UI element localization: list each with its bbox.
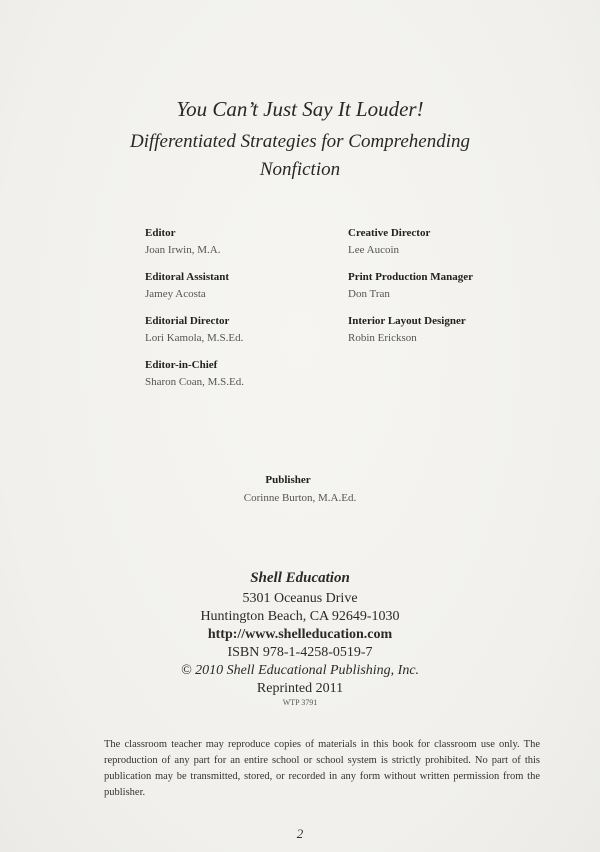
credit-role: Editor <box>145 227 176 239</box>
isbn: ISBN 978-1-4258-0519-7 <box>227 645 373 660</box>
title-subtitle-line1: Differentiated Strategies for Comprehending <box>129 131 471 152</box>
credit-interior-layout-designer <box>348 314 548 346</box>
credit-name: Robin Erickson <box>348 332 417 344</box>
credit-role: Interior Layout Designer <box>348 315 466 327</box>
credit-role: Editor-in-Chief <box>145 359 218 371</box>
publisher-name: Corinne Burton, M.A.Ed. <box>243 492 357 504</box>
title-main: You Can’t Just Say It Louder! <box>176 97 424 121</box>
reprint-line: Reprinted 2011 <box>256 681 344 696</box>
credit-print-production-manager <box>348 270 548 302</box>
credit-editor <box>145 226 335 258</box>
credit-role: Creative Director <box>348 227 431 239</box>
credit-role: Editoral Assistant <box>145 271 230 283</box>
credit-name: Lori Kamola, M.S.Ed. <box>145 332 244 344</box>
address-street: 5301 Oceanus Drive <box>242 591 358 606</box>
copyright-notice: The classroom teacher may reproduce copies of materials in this book for classroom use only. The reproduction of any part for an entire school or school system is strictly prohibited. No part of this publication may be transmitted, stored, or recorded in any form without written permission from the publisher. <box>104 739 540 798</box>
title-subtitle-line2: Nonfiction <box>259 159 341 180</box>
publisher-credit <box>0 474 600 504</box>
credit-editorial-assistant <box>145 270 335 302</box>
credit-role: Editorial Director <box>145 315 230 327</box>
book-title <box>0 96 600 184</box>
credit-role: Print Production Manager <box>348 271 474 283</box>
address-city: Huntington Beach, CA 92649-1030 <box>200 609 400 624</box>
page-number: 2 <box>296 826 304 841</box>
credits-left-column <box>145 226 335 402</box>
credit-name: Sharon Coan, M.S.Ed. <box>145 376 244 388</box>
credit-name: Jamey Acosta <box>145 288 206 300</box>
credits-right-column <box>348 226 548 358</box>
copyright-line: © 2010 Shell Educational Publishing, Inc. <box>180 663 420 678</box>
publisher-company: Shell Education <box>250 570 350 586</box>
imprint-block <box>0 568 600 708</box>
product-code: WTP 3791 <box>282 698 318 707</box>
credit-editorial-director <box>145 314 335 346</box>
credit-editor-in-chief <box>145 358 335 390</box>
credit-name: Lee Aucoin <box>348 244 400 256</box>
publisher-role: Publisher <box>265 474 311 486</box>
credit-creative-director <box>348 226 548 258</box>
website-url: http://www.shelleducation.com <box>207 627 393 642</box>
credit-name: Don Tran <box>348 288 390 300</box>
credit-name: Joan Irwin, M.A. <box>145 244 221 256</box>
